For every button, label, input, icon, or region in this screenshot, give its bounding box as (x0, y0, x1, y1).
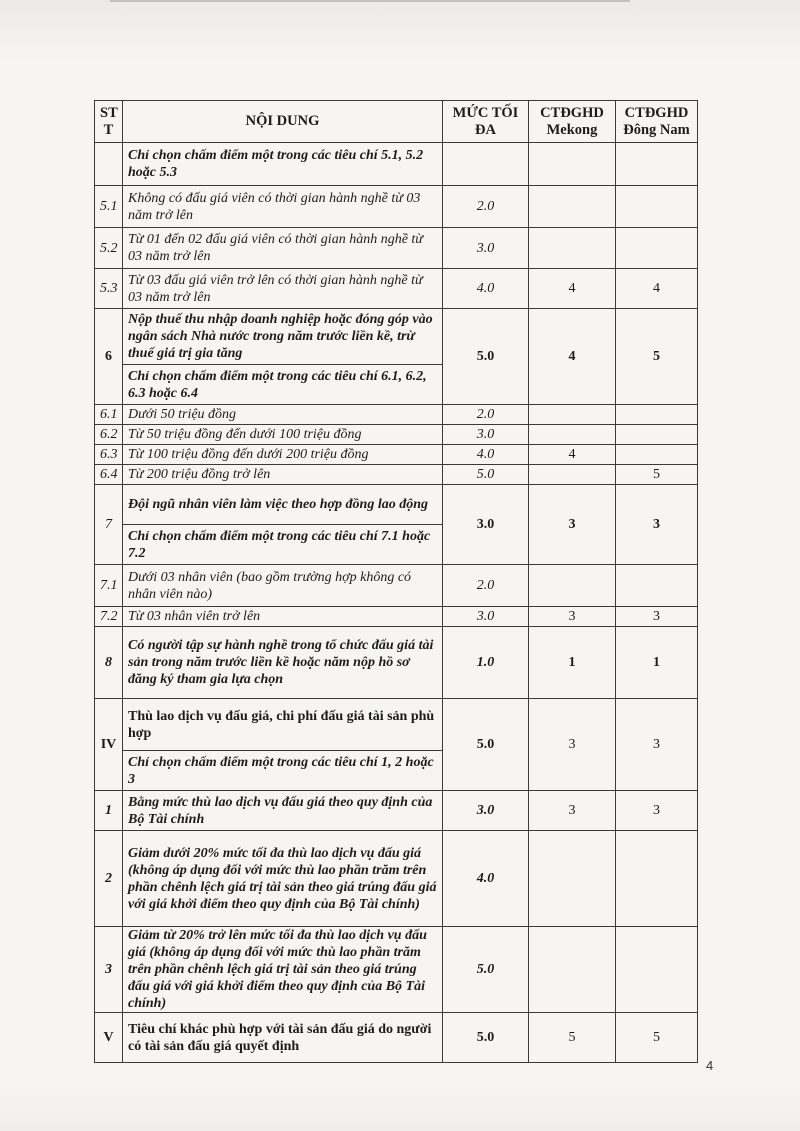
row-dongnam (616, 927, 698, 1013)
row-max: 2.0 (443, 405, 529, 425)
row-content: Từ 03 đấu giá viên trở lên có thời gian hành nghề từ 03 năm trở lên (123, 269, 443, 309)
row-dongnam (616, 405, 698, 425)
row-stt: 5.1 (95, 186, 123, 228)
row-stt: 6.4 (95, 465, 123, 485)
row-stt (95, 143, 123, 186)
row-content: Từ 01 đến 02 đấu giá viên có thời gian hành nghề từ 03 năm trở lên (123, 228, 443, 269)
row-max: 2.0 (443, 565, 529, 607)
row-stt: 5.3 (95, 269, 123, 309)
row-mekong: 3 (529, 607, 616, 627)
row-subcontent: Chỉ chọn chấm điểm một trong các tiêu chí 6.1, 6.2, 6.3 hoặc 6.4 (123, 365, 443, 405)
scan-edge-line (110, 0, 630, 2)
row-mekong (529, 186, 616, 228)
row-max: 4.0 (443, 831, 529, 927)
table-row (95, 699, 698, 751)
row-mekong (529, 143, 616, 186)
row-mekong: 3 (529, 485, 616, 565)
page-number: 4 (706, 1058, 714, 1073)
row-dongnam: 5 (616, 1013, 698, 1063)
row-stt: 7.1 (95, 565, 123, 607)
table-row (95, 831, 698, 927)
table-row (95, 309, 698, 365)
row-stt: 6 (95, 309, 123, 405)
row-content: Đội ngũ nhân viên làm việc theo hợp đồng lao động (123, 485, 443, 525)
table-row (95, 186, 698, 228)
row-dongnam: 3 (616, 607, 698, 627)
row-content: Nộp thuế thu nhập doanh nghiệp hoặc đóng góp vào ngân sách Nhà nước trong năm trước liền kề, trừ thuế giá trị gia tăng (123, 309, 443, 365)
header-dong-nam: CTĐGHD Đông Nam (616, 101, 698, 143)
header-noi-dung: NỘI DUNG (123, 101, 443, 143)
table-row (95, 627, 698, 699)
row-max: 5.0 (443, 927, 529, 1013)
table-row (95, 565, 698, 607)
row-max: 3.0 (443, 791, 529, 831)
row-mekong: 3 (529, 791, 616, 831)
row-mekong (529, 228, 616, 269)
row-dongnam (616, 186, 698, 228)
row-mekong: 1 (529, 627, 616, 699)
row-stt: IV (95, 699, 123, 791)
table-header-row (95, 101, 698, 143)
row-content: Thù lao dịch vụ đấu giá, chi phí đấu giá tài sản phù hợp (123, 699, 443, 751)
row-dongnam (616, 228, 698, 269)
row-content: Có người tập sự hành nghề trong tổ chức đấu giá tài sản trong năm trước liền kề hoặc năm nộp hồ sơ đăng ký tham gia lựa chọn (123, 627, 443, 699)
row-mekong: 3 (529, 699, 616, 791)
row-content: Từ 50 triệu đồng đến dưới 100 triệu đồng (123, 425, 443, 445)
row-stt: 2 (95, 831, 123, 927)
row-max: 2.0 (443, 186, 529, 228)
row-mekong (529, 465, 616, 485)
row-content: Giảm dưới 20% mức tối đa thù lao dịch vụ đấu giá (không áp dụng đối với mức thù lao phần trăm trên phần chênh lệch giá trị tài sản theo giá trúng đấu giá với giá khởi điểm theo quy định của Bộ Tài chính) (123, 831, 443, 927)
row-content: Tiêu chí khác phù hợp với tài sản đấu giá do người có tài sản đấu giá quyết định (123, 1013, 443, 1063)
evaluation-table (94, 100, 698, 1063)
row-content: Từ 200 triệu đồng trở lên (123, 465, 443, 485)
row-mekong: 4 (529, 309, 616, 405)
row-stt: 5.2 (95, 228, 123, 269)
table-row (95, 445, 698, 465)
row-max: 1.0 (443, 627, 529, 699)
row-subcontent: Chỉ chọn chấm điểm một trong các tiêu chí 1, 2 hoặc 3 (123, 751, 443, 791)
row-max: 5.0 (443, 465, 529, 485)
table-row (95, 405, 698, 425)
row-content: Không có đấu giá viên có thời gian hành nghề từ 03 năm trở lên (123, 186, 443, 228)
row-mekong (529, 927, 616, 1013)
row-dongnam: 3 (616, 699, 698, 791)
row-content: Dưới 50 triệu đồng (123, 405, 443, 425)
row-max: 3.0 (443, 425, 529, 445)
table-row (95, 927, 698, 1013)
row-content: Từ 03 nhân viên trở lên (123, 607, 443, 627)
row-dongnam: 3 (616, 791, 698, 831)
row-dongnam (616, 445, 698, 465)
row-stt: 6.3 (95, 445, 123, 465)
table-row (95, 1013, 698, 1063)
row-max: 4.0 (443, 445, 529, 465)
row-subcontent: Chỉ chọn chấm điểm một trong các tiêu chí 7.1 hoặc 7.2 (123, 525, 443, 565)
row-mekong (529, 425, 616, 445)
row-max: 3.0 (443, 228, 529, 269)
row-dongnam: 1 (616, 627, 698, 699)
row-max: 5.0 (443, 1013, 529, 1063)
row-mekong (529, 831, 616, 927)
row-dongnam (616, 565, 698, 607)
row-dongnam: 3 (616, 485, 698, 565)
row-max: 5.0 (443, 699, 529, 791)
row-dongnam: 5 (616, 309, 698, 405)
row-dongnam: 5 (616, 465, 698, 485)
row-dongnam (616, 831, 698, 927)
row-stt: 1 (95, 791, 123, 831)
row-mekong: 5 (529, 1013, 616, 1063)
row-dongnam: 4 (616, 269, 698, 309)
row-dongnam (616, 425, 698, 445)
row-max: 4.0 (443, 269, 529, 309)
row-stt: 6.2 (95, 425, 123, 445)
header-stt: ST T (95, 101, 123, 143)
row-stt: 3 (95, 927, 123, 1013)
row-stt: V (95, 1013, 123, 1063)
header-muc-toi-da: MỨC TỐI ĐA (443, 101, 529, 143)
row-content: Giảm từ 20% trở lên mức tối đa thù lao dịch vụ đấu giá (không áp dụng đối với mức thù lao phần trăm trên phần chênh lệch giá trị tài sản theo giá trúng đấu giá với giá khởi điểm theo quy định của Bộ Tài chính) (123, 927, 443, 1013)
table-row (95, 465, 698, 485)
table-row (95, 425, 698, 445)
table-row (95, 607, 698, 627)
row-mekong: 4 (529, 269, 616, 309)
row-max: 5.0 (443, 309, 529, 405)
table-row (95, 228, 698, 269)
row-mekong (529, 405, 616, 425)
table-row (95, 791, 698, 831)
row-content: Từ 100 triệu đồng đến dưới 200 triệu đồng (123, 445, 443, 465)
row-mekong (529, 565, 616, 607)
row-max (443, 143, 529, 186)
row-max: 3.0 (443, 607, 529, 627)
row-stt: 7.2 (95, 607, 123, 627)
row-stt: 8 (95, 627, 123, 699)
row-max: 3.0 (443, 485, 529, 565)
row-content: Chỉ chọn chấm điểm một trong các tiêu chí 5.1, 5.2 hoặc 5.3 (123, 143, 443, 186)
row-mekong: 4 (529, 445, 616, 465)
table-row (95, 143, 698, 186)
table-row (95, 485, 698, 525)
table-row (95, 269, 698, 309)
row-dongnam (616, 143, 698, 186)
row-content: Dưới 03 nhân viên (bao gồm trường hợp không có nhân viên nào) (123, 565, 443, 607)
row-stt: 7 (95, 485, 123, 565)
row-content: Bằng mức thù lao dịch vụ đấu giá theo quy định của Bộ Tài chính (123, 791, 443, 831)
header-mekong: CTĐGHD Mekong (529, 101, 616, 143)
row-stt: 6.1 (95, 405, 123, 425)
